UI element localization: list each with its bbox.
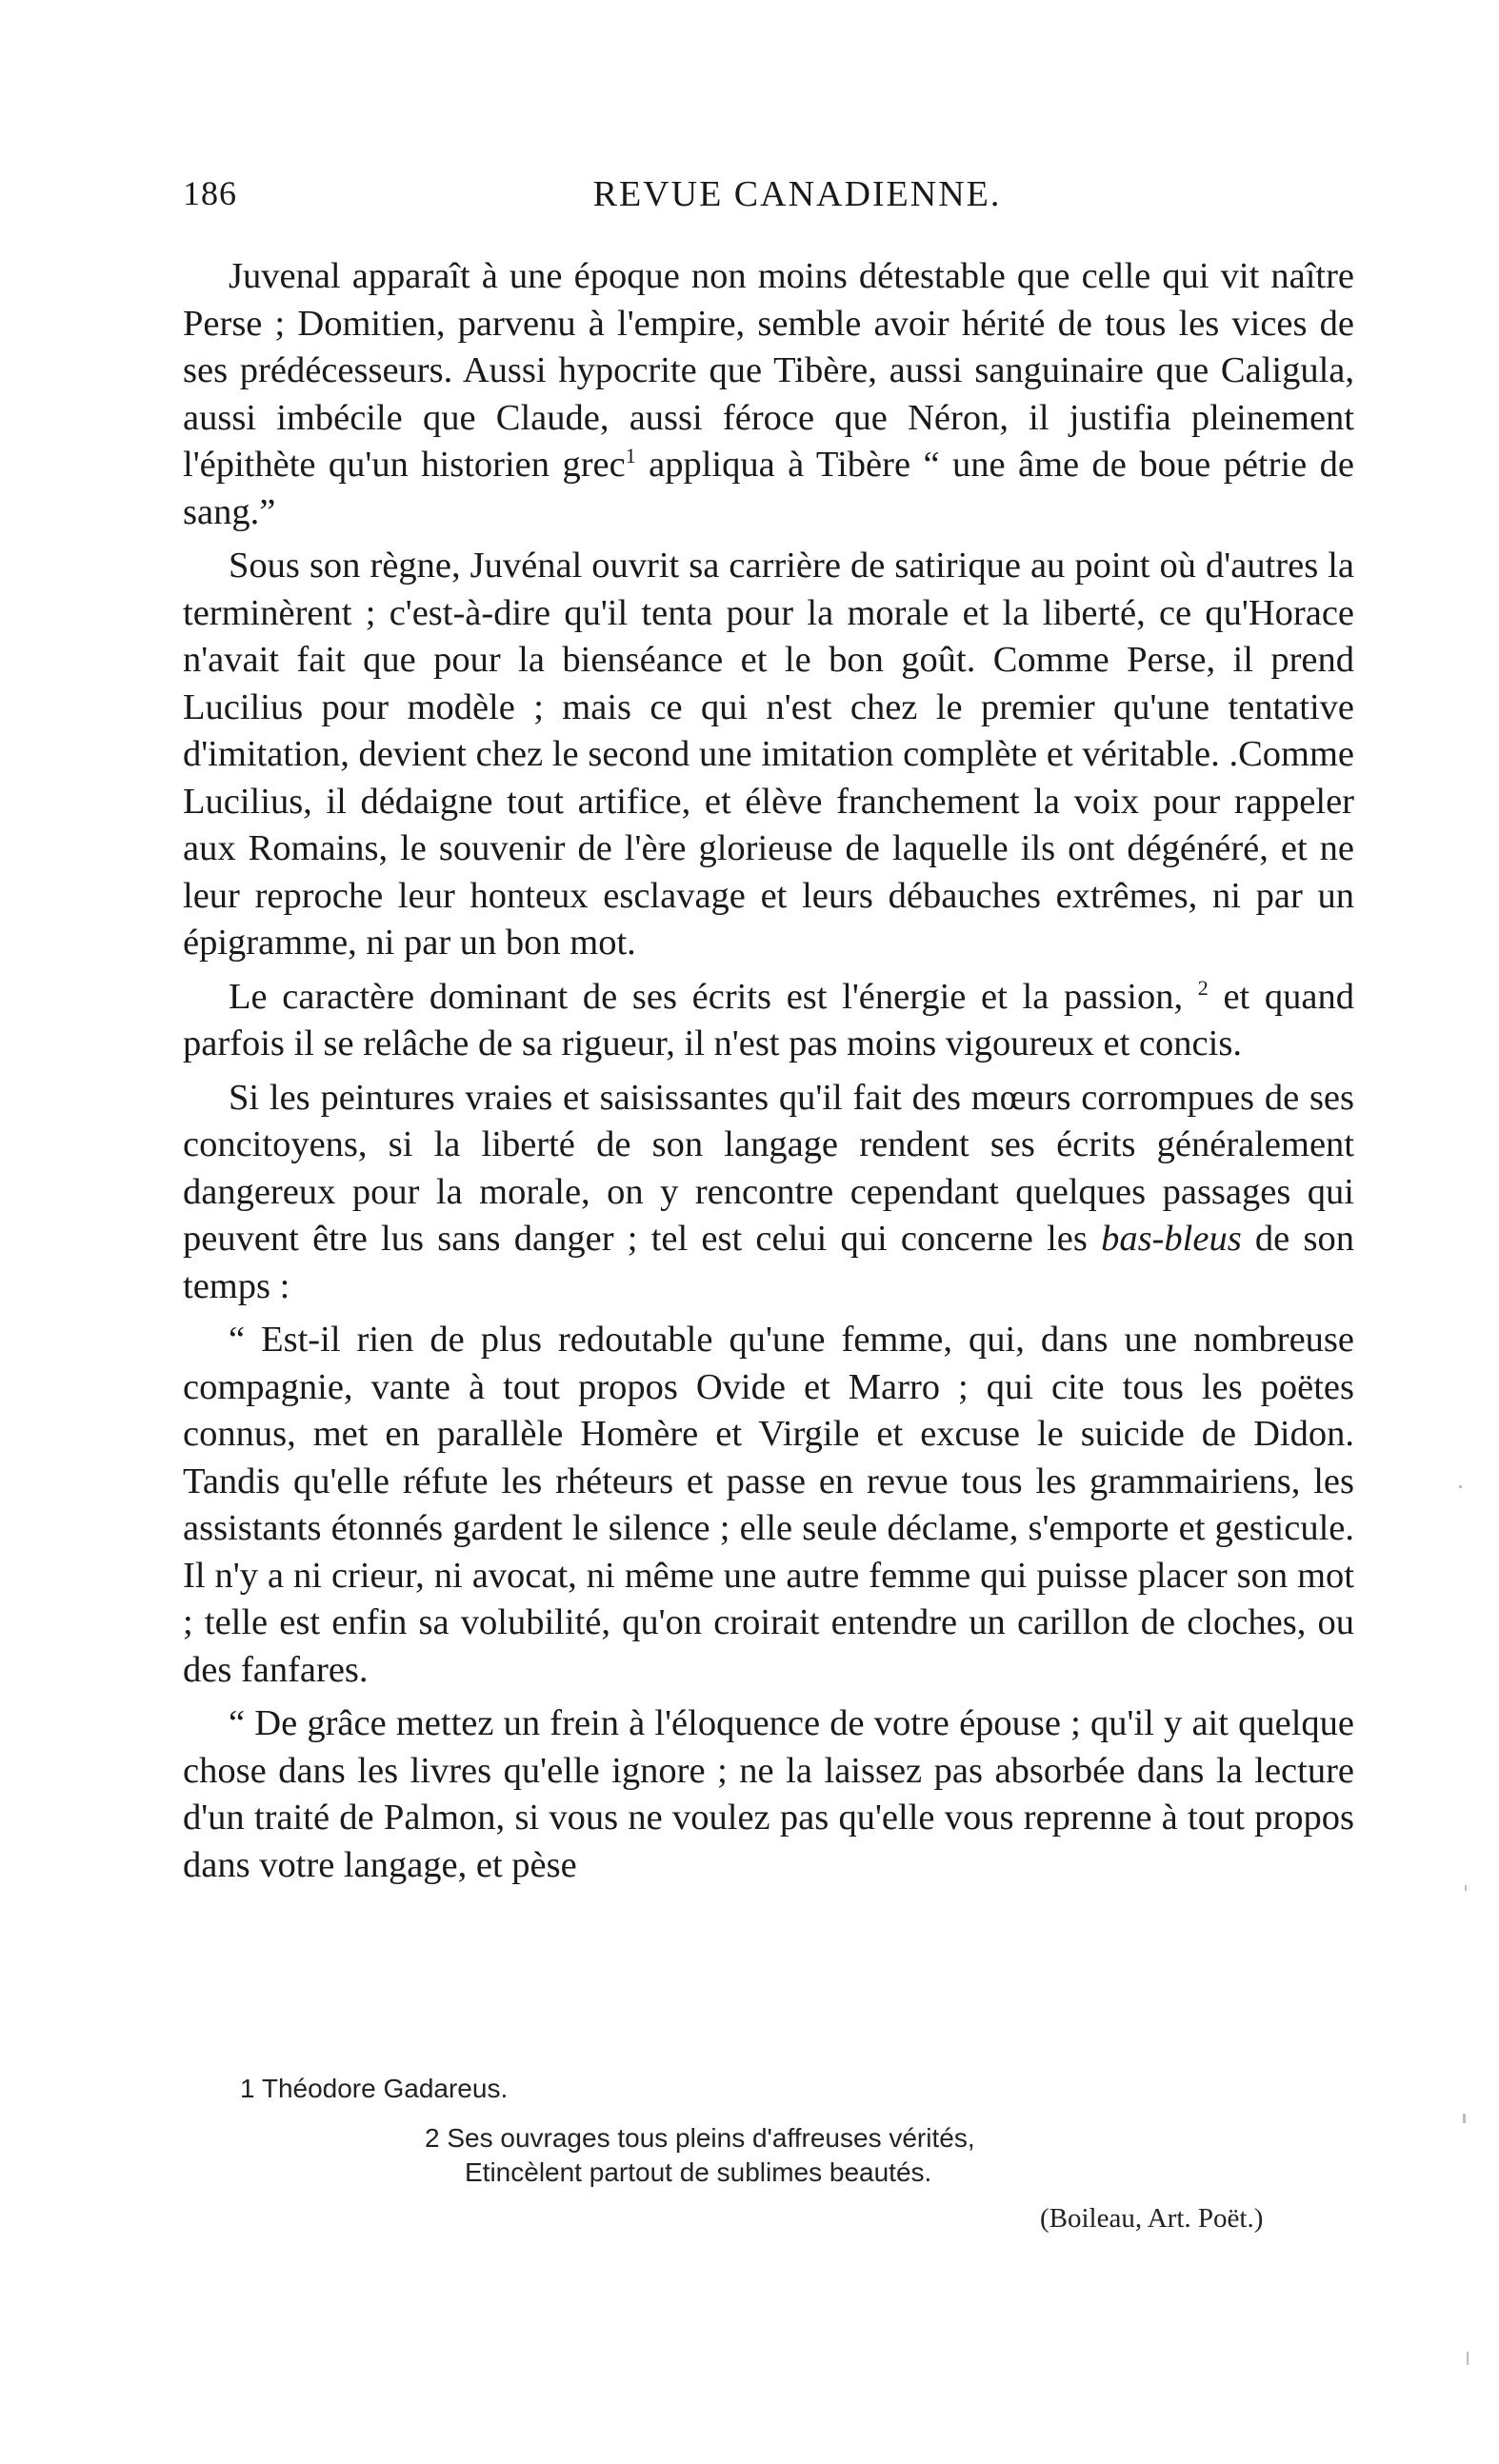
footnote-2-line-2: Etincèlent partout de sublimes beautés. [465,2157,932,2187]
paragraph-4 [183,1075,1354,1311]
footnote-attribution: (Boileau, Art. Poët.) [1040,2203,1264,2234]
footnote-2-line-1: 2 Ses ouvrages tous pleins d'affreuses vérités, [425,2123,975,2153]
paragraph-3 [183,974,1354,1068]
footnote-1: 1 Théodore Gadareus. [240,2074,509,2103]
italic-term: bas-bleus [1101,1219,1242,1259]
page-speck [1463,2114,1466,2123]
paragraph-6-quotation: “ De grâce mettez un frein à l'éloquence de votre épouse ; qu'il y ait quelque chose dans les livres qu'elle ignore ; ne la laissez pas absorbée dans la lecture d'un traité de Palmon, si vous ne voulez pas qu'elle vous reprenne à tout propos dans votre langage, et pèse [183,1703,1354,1885]
page-speck [1465,1885,1467,1891]
paragraph-1-text: Juvenal apparaît à une époque non moins détestable que celle qui vit naître Perse ; Domitien, parvenu à l'empire, semble avoir hérité de tous les vices de ses prédécesseurs. Aussi hypocrite que Tibère, aussi sanguinaire que Caligula, aussi imbécile que Claude, aussi féroce que Néron, il justifia pleinement l'épithète qu'un historien grec [183,256,1354,485]
page-speck [1467,2352,1469,2365]
paragraph-1 [183,253,1354,536]
paragraph-2: Sous son règne, Juvénal ouvrit sa carrière de satirique au point où d'autres la terminèrent ; c'est-à-dire qu'il tenta pour la morale et la liberté, ce qu'Horace n'avait fait que pour la bienséance et le bon goût. Comme Perse, il prend Lucilius pour modèle ; mais ce qui n'est chez le premier qu'une tentative d'imitation, devient chez le second une imitation complète et véritable. .Comme Lucilius, il dédaigne tout artifice, et élève franchement la voix pour rappeler aux Romains, le souvenir de l'ère glorieuse de laquelle ils ont dégénéré, et ne leur reproche leur honteux esclavage et leurs débauches extrêmes, ni par un épigramme, ni par un bon mot. [183,546,1354,963]
paragraph-1-text-end: appliqua à Tibère “ une âme de boue pétrie de sang.” [183,445,1354,532]
paragraph-4-text: Si les peintures vraies et saisissantes qu'il fait des mœurs corrompues de ses concitoyens, si la liberté de son langage rendent ses écrits généralement dangereux pour la morale, on y rencontre cependant quelques passages qui peuvent être lus sans danger ; tel est celui qui concerne les [183,1077,1354,1259]
page-number: 186 [183,174,237,212]
paragraph-4-text-end: de son temps : [183,1219,1354,1306]
page-header [183,173,1354,221]
paragraph-3-text: Le caractère dominant de ses écrits est l'énergie et la passion, [229,976,1184,1017]
paragraph-5-quotation: “ Est-il rien de plus redoutable qu'une femme, qui, dans une nombreuse compagnie, vante à tout propos Ovide et Marro ; qui cite tous les poëtes connus, met en parallèle Homère et Virgile et excuse le suicide de Didon. Tandis qu'elle réfute les rhéteurs et passe en revue tous les grammairiens, les assistants étonnés gardent le silence ; elle seule déclame, s'emporte et gesticule. Il n'y a ni crieur, ni avocat, ni même une autre femme qui puisse placer son mot ; telle est enfin sa volubilité, qu'on croirait entendre un carillon de cloches, ou des fanfares. [183,1320,1354,1690]
page-speck [1459,1485,1462,1488]
body-text [183,253,1354,1896]
footnote-ref-2: 2 [1197,975,1209,1000]
paragraph-3-text-end: et quand parfois il se relâche de sa rigueur, il n'est pas moins vigoureux et concis. [183,976,1355,1063]
footnote-ref-1: 1 [625,444,636,467]
footnote-2 [425,2121,975,2190]
running-title: REVUE CANADIENNE. [592,174,1002,214]
